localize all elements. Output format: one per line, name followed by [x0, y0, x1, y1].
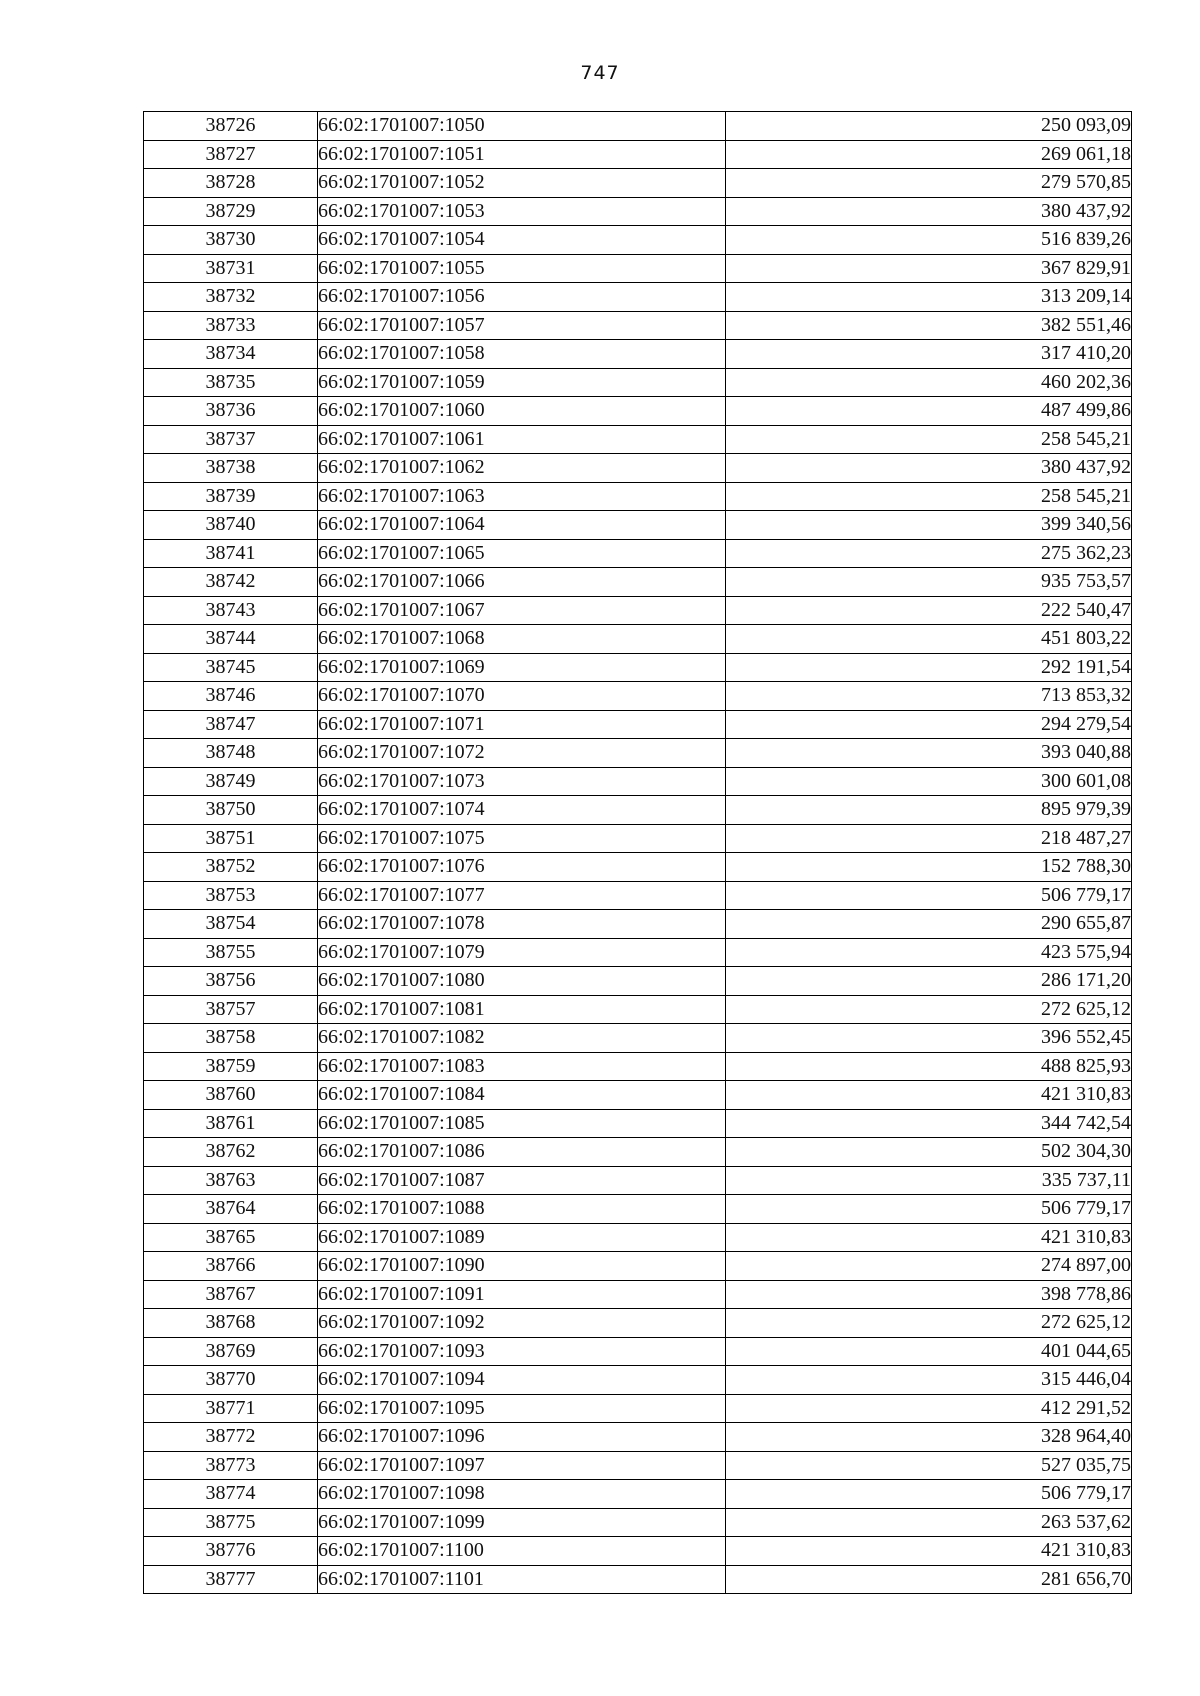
row-number-cell: 38768	[144, 1309, 318, 1338]
row-number-cell: 38740	[144, 511, 318, 540]
table-row	[144, 112, 1132, 141]
cadastral-number-cell: 66:02:1701007:1093	[318, 1337, 726, 1366]
cadastral-number-cell: 66:02:1701007:1097	[318, 1451, 726, 1480]
table-row	[144, 1423, 1132, 1452]
cadastral-value-cell: 263 537,62	[726, 1508, 1132, 1537]
row-number-cell: 38739	[144, 482, 318, 511]
row-number-cell: 38728	[144, 169, 318, 198]
cadastral-value-cell: 506 779,17	[726, 881, 1132, 910]
row-number-cell: 38764	[144, 1195, 318, 1224]
row-number-cell: 38761	[144, 1109, 318, 1138]
row-number-cell: 38753	[144, 881, 318, 910]
cadastral-value-cell: 300 601,08	[726, 767, 1132, 796]
cadastral-number-cell: 66:02:1701007:1052	[318, 169, 726, 198]
cadastral-number-cell: 66:02:1701007:1089	[318, 1223, 726, 1252]
cadastral-number-cell: 66:02:1701007:1094	[318, 1366, 726, 1395]
cadastral-number-cell: 66:02:1701007:1064	[318, 511, 726, 540]
table-row	[144, 796, 1132, 825]
cadastral-number-cell: 66:02:1701007:1090	[318, 1252, 726, 1281]
cadastral-number-cell: 66:02:1701007:1096	[318, 1423, 726, 1452]
cadastral-value-cell: 317 410,20	[726, 340, 1132, 369]
table-row	[144, 1252, 1132, 1281]
row-number-cell: 38749	[144, 767, 318, 796]
table-row	[144, 1166, 1132, 1195]
cadastral-number-cell: 66:02:1701007:1069	[318, 653, 726, 682]
table-row	[144, 653, 1132, 682]
cadastral-value-cell: 895 979,39	[726, 796, 1132, 825]
row-number-cell: 38735	[144, 368, 318, 397]
cadastral-number-cell: 66:02:1701007:1068	[318, 625, 726, 654]
cadastral-number-cell: 66:02:1701007:1066	[318, 568, 726, 597]
row-number-cell: 38771	[144, 1394, 318, 1423]
cadastral-number-cell: 66:02:1701007:1058	[318, 340, 726, 369]
cadastral-value-cell: 294 279,54	[726, 710, 1132, 739]
row-number-cell: 38763	[144, 1166, 318, 1195]
table-row	[144, 767, 1132, 796]
cadastral-value-cell: 380 437,92	[726, 454, 1132, 483]
table-row	[144, 1024, 1132, 1053]
cadastral-number-cell: 66:02:1701007:1073	[318, 767, 726, 796]
cadastral-value-cell: 279 570,85	[726, 169, 1132, 198]
cadastral-number-cell: 66:02:1701007:1072	[318, 739, 726, 768]
cadastral-value-cell: 258 545,21	[726, 482, 1132, 511]
cadastral-value-cell: 281 656,70	[726, 1565, 1132, 1594]
row-number-cell: 38775	[144, 1508, 318, 1537]
cadastral-value-cell: 487 499,86	[726, 397, 1132, 426]
cadastral-number-cell: 66:02:1701007:1091	[318, 1280, 726, 1309]
row-number-cell: 38747	[144, 710, 318, 739]
table-row	[144, 824, 1132, 853]
table-row	[144, 1394, 1132, 1423]
cadastral-number-cell: 66:02:1701007:1060	[318, 397, 726, 426]
table-row	[144, 596, 1132, 625]
table-body	[144, 112, 1132, 1594]
table-row	[144, 368, 1132, 397]
row-number-cell: 38758	[144, 1024, 318, 1053]
cadastral-value-cell: 393 040,88	[726, 739, 1132, 768]
row-number-cell: 38726	[144, 112, 318, 141]
cadastral-value-cell: 292 191,54	[726, 653, 1132, 682]
row-number-cell: 38774	[144, 1480, 318, 1509]
table-row	[144, 283, 1132, 312]
table-row	[144, 1138, 1132, 1167]
table-row	[144, 1223, 1132, 1252]
table-row	[144, 682, 1132, 711]
cadastral-value-cell: 222 540,47	[726, 596, 1132, 625]
row-number-cell: 38777	[144, 1565, 318, 1594]
row-number-cell: 38727	[144, 140, 318, 169]
table-row	[144, 739, 1132, 768]
cadastral-value-cell: 335 737,11	[726, 1166, 1132, 1195]
table-row	[144, 1565, 1132, 1594]
cadastral-number-cell: 66:02:1701007:1098	[318, 1480, 726, 1509]
table-row	[144, 1480, 1132, 1509]
table-row	[144, 397, 1132, 426]
row-number-cell: 38744	[144, 625, 318, 654]
cadastral-value-cell: 152 788,30	[726, 853, 1132, 882]
table-row	[144, 454, 1132, 483]
table-row	[144, 482, 1132, 511]
table-row	[144, 938, 1132, 967]
cadastral-number-cell: 66:02:1701007:1053	[318, 197, 726, 226]
cadastral-value-cell: 396 552,45	[726, 1024, 1132, 1053]
table-row	[144, 1508, 1132, 1537]
cadastral-number-cell: 66:02:1701007:1087	[318, 1166, 726, 1195]
cadastral-number-cell: 66:02:1701007:1065	[318, 539, 726, 568]
cadastral-value-cell: 382 551,46	[726, 311, 1132, 340]
row-number-cell: 38733	[144, 311, 318, 340]
cadastral-number-cell: 66:02:1701007:1085	[318, 1109, 726, 1138]
table-row	[144, 425, 1132, 454]
table-row	[144, 197, 1132, 226]
row-number-cell: 38772	[144, 1423, 318, 1452]
cadastral-number-cell: 66:02:1701007:1057	[318, 311, 726, 340]
row-number-cell: 38738	[144, 454, 318, 483]
row-number-cell: 38732	[144, 283, 318, 312]
cadastral-number-cell: 66:02:1701007:1062	[318, 454, 726, 483]
table-row	[144, 1280, 1132, 1309]
cadastral-value-cell: 380 437,92	[726, 197, 1132, 226]
row-number-cell: 38743	[144, 596, 318, 625]
table-row	[144, 995, 1132, 1024]
cadastral-value-cell: 460 202,36	[726, 368, 1132, 397]
row-number-cell: 38759	[144, 1052, 318, 1081]
cadastral-number-cell: 66:02:1701007:1076	[318, 853, 726, 882]
cadastral-number-cell: 66:02:1701007:1067	[318, 596, 726, 625]
cadastral-number-cell: 66:02:1701007:1075	[318, 824, 726, 853]
row-number-cell: 38751	[144, 824, 318, 853]
row-number-cell: 38737	[144, 425, 318, 454]
row-number-cell: 38750	[144, 796, 318, 825]
table-row	[144, 568, 1132, 597]
table-row	[144, 169, 1132, 198]
cadastral-value-cell: 275 362,23	[726, 539, 1132, 568]
row-number-cell: 38765	[144, 1223, 318, 1252]
table-row	[144, 311, 1132, 340]
cadastral-number-cell: 66:02:1701007:1078	[318, 910, 726, 939]
cadastral-number-cell: 66:02:1701007:1051	[318, 140, 726, 169]
cadastral-number-cell: 66:02:1701007:1086	[318, 1138, 726, 1167]
table-row	[144, 539, 1132, 568]
row-number-cell: 38752	[144, 853, 318, 882]
cadastral-value-cell: 451 803,22	[726, 625, 1132, 654]
cadastral-value-cell: 423 575,94	[726, 938, 1132, 967]
cadastral-value-cell: 412 291,52	[726, 1394, 1132, 1423]
cadastral-value-cell: 506 779,17	[726, 1480, 1132, 1509]
row-number-cell: 38770	[144, 1366, 318, 1395]
cadastral-number-cell: 66:02:1701007:1082	[318, 1024, 726, 1053]
cadastral-number-cell: 66:02:1701007:1056	[318, 283, 726, 312]
row-number-cell: 38734	[144, 340, 318, 369]
cadastral-value-cell: 421 310,83	[726, 1081, 1132, 1110]
cadastral-value-cell: 344 742,54	[726, 1109, 1132, 1138]
cadastral-number-cell: 66:02:1701007:1055	[318, 254, 726, 283]
cadastral-value-cell: 502 304,30	[726, 1138, 1132, 1167]
table-row	[144, 140, 1132, 169]
row-number-cell: 38730	[144, 226, 318, 255]
cadastral-number-cell: 66:02:1701007:1095	[318, 1394, 726, 1423]
cadastral-value-cell: 399 340,56	[726, 511, 1132, 540]
table-row	[144, 254, 1132, 283]
row-number-cell: 38741	[144, 539, 318, 568]
cadastral-value-cell: 421 310,83	[726, 1223, 1132, 1252]
cadastral-value-cell: 328 964,40	[726, 1423, 1132, 1452]
row-number-cell: 38748	[144, 739, 318, 768]
cadastral-number-cell: 66:02:1701007:1071	[318, 710, 726, 739]
table-row	[144, 340, 1132, 369]
cadastral-number-cell: 66:02:1701007:1083	[318, 1052, 726, 1081]
row-number-cell: 38767	[144, 1280, 318, 1309]
cadastral-number-cell: 66:02:1701007:1050	[318, 112, 726, 141]
row-number-cell: 38742	[144, 568, 318, 597]
row-number-cell: 38746	[144, 682, 318, 711]
cadastral-value-cell: 315 446,04	[726, 1366, 1132, 1395]
row-number-cell: 38731	[144, 254, 318, 283]
cadastral-value-table	[143, 111, 1132, 1594]
cadastral-value-cell: 527 035,75	[726, 1451, 1132, 1480]
cadastral-number-cell: 66:02:1701007:1080	[318, 967, 726, 996]
row-number-cell: 38736	[144, 397, 318, 426]
table-row	[144, 967, 1132, 996]
cadastral-value-cell: 250 093,09	[726, 112, 1132, 141]
row-number-cell: 38760	[144, 1081, 318, 1110]
table-row	[144, 1081, 1132, 1110]
cadastral-number-cell: 66:02:1701007:1079	[318, 938, 726, 967]
table-row	[144, 1366, 1132, 1395]
cadastral-number-cell: 66:02:1701007:1054	[318, 226, 726, 255]
table-row	[144, 710, 1132, 739]
cadastral-number-cell: 66:02:1701007:1063	[318, 482, 726, 511]
cadastral-number-cell: 66:02:1701007:1077	[318, 881, 726, 910]
table-row	[144, 1337, 1132, 1366]
cadastral-number-cell: 66:02:1701007:1084	[318, 1081, 726, 1110]
row-number-cell: 38755	[144, 938, 318, 967]
cadastral-value-cell: 269 061,18	[726, 140, 1132, 169]
cadastral-number-cell: 66:02:1701007:1099	[318, 1508, 726, 1537]
table-row	[144, 853, 1132, 882]
cadastral-number-cell: 66:02:1701007:1088	[318, 1195, 726, 1224]
row-number-cell: 38769	[144, 1337, 318, 1366]
cadastral-value-cell: 258 545,21	[726, 425, 1132, 454]
row-number-cell: 38762	[144, 1138, 318, 1167]
table-row	[144, 1451, 1132, 1480]
cadastral-number-cell: 66:02:1701007:1070	[318, 682, 726, 711]
row-number-cell: 38776	[144, 1537, 318, 1566]
cadastral-value-cell: 313 209,14	[726, 283, 1132, 312]
row-number-cell: 38756	[144, 967, 318, 996]
cadastral-value-cell: 290 655,87	[726, 910, 1132, 939]
cadastral-value-cell: 488 825,93	[726, 1052, 1132, 1081]
cadastral-value-cell: 401 044,65	[726, 1337, 1132, 1366]
row-number-cell: 38745	[144, 653, 318, 682]
row-number-cell: 38757	[144, 995, 318, 1024]
table-row	[144, 1195, 1132, 1224]
table-row	[144, 1309, 1132, 1338]
table-row	[144, 625, 1132, 654]
cadastral-number-cell: 66:02:1701007:1100	[318, 1537, 726, 1566]
table-row	[144, 1537, 1132, 1566]
row-number-cell: 38729	[144, 197, 318, 226]
cadastral-value-cell: 286 171,20	[726, 967, 1132, 996]
cadastral-value-cell: 367 829,91	[726, 254, 1132, 283]
table-row	[144, 1109, 1132, 1138]
cadastral-value-cell: 274 897,00	[726, 1252, 1132, 1281]
table-row	[144, 226, 1132, 255]
table-row	[144, 910, 1132, 939]
cadastral-value-cell: 218 487,27	[726, 824, 1132, 853]
cadastral-number-cell: 66:02:1701007:1081	[318, 995, 726, 1024]
cadastral-number-cell: 66:02:1701007:1092	[318, 1309, 726, 1338]
cadastral-value-cell: 713 853,32	[726, 682, 1132, 711]
row-number-cell: 38754	[144, 910, 318, 939]
cadastral-value-cell: 421 310,83	[726, 1537, 1132, 1566]
cadastral-number-cell: 66:02:1701007:1059	[318, 368, 726, 397]
cadastral-value-cell: 516 839,26	[726, 226, 1132, 255]
cadastral-number-cell: 66:02:1701007:1074	[318, 796, 726, 825]
table-row	[144, 881, 1132, 910]
cadastral-value-cell: 398 778,86	[726, 1280, 1132, 1309]
cadastral-value-cell: 935 753,57	[726, 568, 1132, 597]
cadastral-value-cell: 506 779,17	[726, 1195, 1132, 1224]
cadastral-number-cell: 66:02:1701007:1101	[318, 1565, 726, 1594]
table-row	[144, 511, 1132, 540]
page-number: 747	[580, 62, 620, 84]
row-number-cell: 38766	[144, 1252, 318, 1281]
cadastral-value-cell: 272 625,12	[726, 995, 1132, 1024]
table-row	[144, 1052, 1132, 1081]
row-number-cell: 38773	[144, 1451, 318, 1480]
cadastral-value-cell: 272 625,12	[726, 1309, 1132, 1338]
cadastral-number-cell: 66:02:1701007:1061	[318, 425, 726, 454]
